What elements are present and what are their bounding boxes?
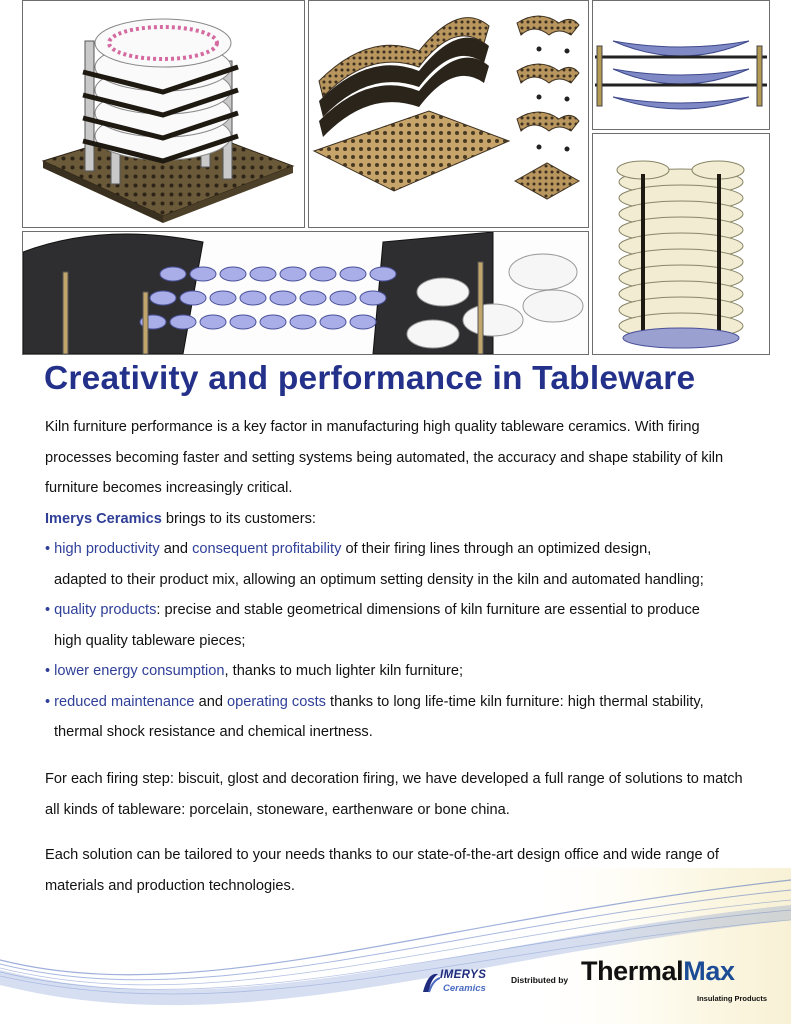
footer-wave-graphic bbox=[0, 860, 791, 1024]
brings-text: brings to its customers: bbox=[161, 511, 316, 527]
bullet-maintenance: • reduced maintenance and operating costs thanks to long life-time kiln furniture: high thermal stability, bbox=[45, 693, 704, 710]
thermalmax-logo: ThermalMax bbox=[581, 956, 735, 986]
photo-plate-tower bbox=[592, 133, 770, 355]
thermalmax-tagline: Insulating Products bbox=[697, 994, 768, 1003]
brand-name: Imerys Ceramics bbox=[45, 511, 162, 527]
photo-cups-and-plates-batts bbox=[22, 231, 589, 355]
distributed-by-label: Distributed by bbox=[511, 975, 569, 985]
bullet-productivity: • high productivity and consequent profitability of their firing lines through an optimized design, bbox=[45, 541, 652, 557]
bullet-quality: • quality products: precise and stable geometrical dimensions of kiln furniture are essential to produce bbox=[45, 602, 700, 618]
bullet-maintenance-cont: thermal shock resistance and chemical inertness. bbox=[54, 724, 373, 740]
brings-line bbox=[45, 504, 751, 535]
page-title: Creativity and performance in Tableware bbox=[44, 360, 696, 397]
photo-plate-setter-stack bbox=[22, 0, 305, 228]
bullet-energy: • lower energy consumption, thanks to much lighter kiln furniture; bbox=[45, 663, 464, 679]
bullet-productivity-cont: adapted to their product mix, allowing an optimum setting density in the kiln and automated handling; bbox=[54, 571, 704, 588]
imerys-ceramics-wordmark: Ceramics bbox=[443, 983, 486, 994]
tailored-solutions-paragraph: Each solution can be tailored to your needs thanks to our state-of-the-art design office and wide range of materials and production technologies. bbox=[45, 847, 719, 894]
benefits-list bbox=[45, 534, 751, 748]
intro-paragraph: Kiln furniture performance is a key factor in manufacturing high quality tableware ceramics. With firing processes becoming faster and setting systems being automated, the accuracy and shape stability of kiln furniture becomes increasingly critical. bbox=[45, 419, 724, 496]
imerys-wordmark: IMERYS bbox=[440, 969, 487, 981]
photo-exploded-setter bbox=[308, 0, 589, 228]
firing-steps-paragraph: For each firing step: biscuit, glost and decoration firing, we have developed a full range of solutions to match all kinds of tableware: porcelain, stoneware, earthenware or bone china. bbox=[45, 771, 743, 818]
photo-bowls-rack bbox=[592, 0, 770, 130]
bullet-quality-cont: high quality tableware pieces; bbox=[54, 632, 246, 649]
